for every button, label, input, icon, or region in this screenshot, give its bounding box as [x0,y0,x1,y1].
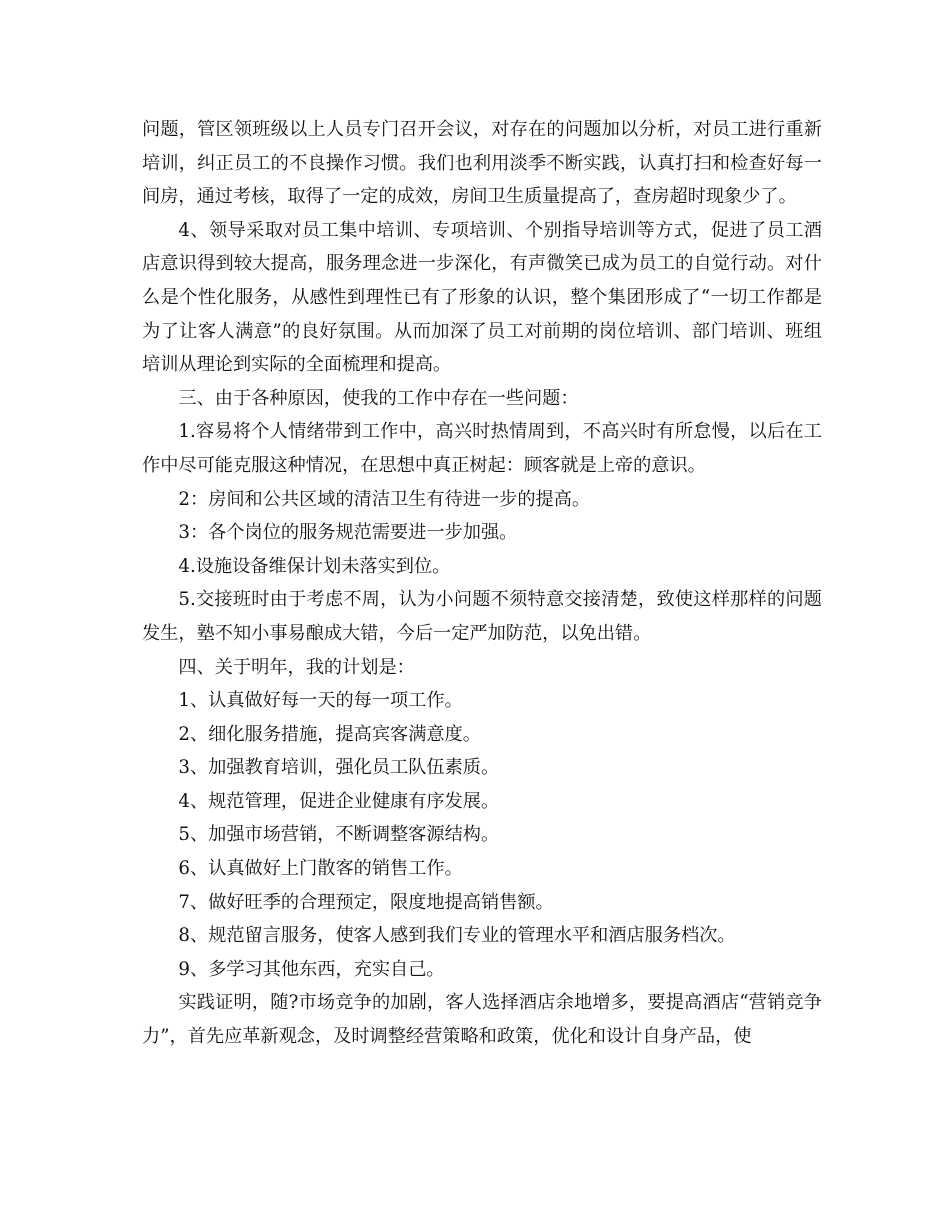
problem-item-4: 4.设施设备维保计划未落实到位。 [178,555,451,577]
plan-item-8: 8、规范留言服务，使客人感到我们专业的管理水平和酒店服务档次。 [178,925,736,947]
document-page [142,113,822,1054]
section-four-heading: 四、关于明年，我的计划是： [178,656,415,678]
plan-item-9: 9、多学习其他东西，充实自己。 [178,958,445,980]
paragraph-1: 问题，管区领班级以上人员专门召开会议，对存在的问题加以分析，对员工进行重新培训，纠正员工的不良操作习惯。我们也利用淡季不断实践，认真打扫和检查好每一间房，通过考核，取得了一定的成效，房间卫生质量提高了，查房超时现象少了。 [142,119,822,208]
plan-item-7: 7、做好旺季的合理预定，限度地提高销售额。 [178,891,554,913]
problem-item-3: 3：各个岗位的服务规范需要进一步加强。 [178,522,518,544]
plan-item-5: 5、加强市场营销，不断调整客源结构。 [178,824,500,846]
plan-item-2: 2、细化服务措施，提高宾客满意度。 [178,723,481,745]
plan-item-6: 6、认真做好上门散客的销售工作。 [178,858,463,880]
plan-item-3: 3、加强教育培训，强化员工队伍素质。 [178,757,500,779]
problem-item-2: 2：房间和公共区域的清洁卫生有待进一步的提高。 [178,488,591,510]
closing-paragraph: 实践证明，随?市场竞争的加剧，客人选择酒店余地增多，要提高酒店“营销竞争力”，首先应革新观念，及时调整经营策略和政策，优化和设计自身产品，使 [142,992,822,1048]
section-three-heading: 三、由于各种原因，使我的工作中存在一些问题： [178,387,579,409]
paragraph-2: 4、领导采取对员工集中培训、专项培训、个别指导培训等方式，促进了员工酒店意识得到较大提高，服务理念进一步深化，有声微笑已成为员工的自觉行动。对什么是个性化服务，从感性到理性已有了形象的认识，整个集团形成了“一切工作都是为了让客人满意”的良好氛围。从而加深了员工对前期的岗位培训、部门培训、班组培训从理论到实际的全面梳理和提高。 [142,219,822,376]
plan-item-1: 1、认真做好每一天的每一项工作。 [178,690,463,712]
plan-item-4: 4、规范管理，促进企业健康有序发展。 [178,790,500,812]
problem-item-5: 5.交接班时由于考虑不周，认为小问题不须特意交接清楚，致使这样那样的问题发生，塾不知小事易酿成大错，今后一定严加防范，以免出错。 [142,589,822,644]
problem-item-1: 1.容易将个人情绪带到工作中，高兴时热情周到，不高兴时有所怠慢，以后在工作中尽可能克服这种情况，在思想中真正树起：顾客就是上帝的意识。 [142,421,822,476]
